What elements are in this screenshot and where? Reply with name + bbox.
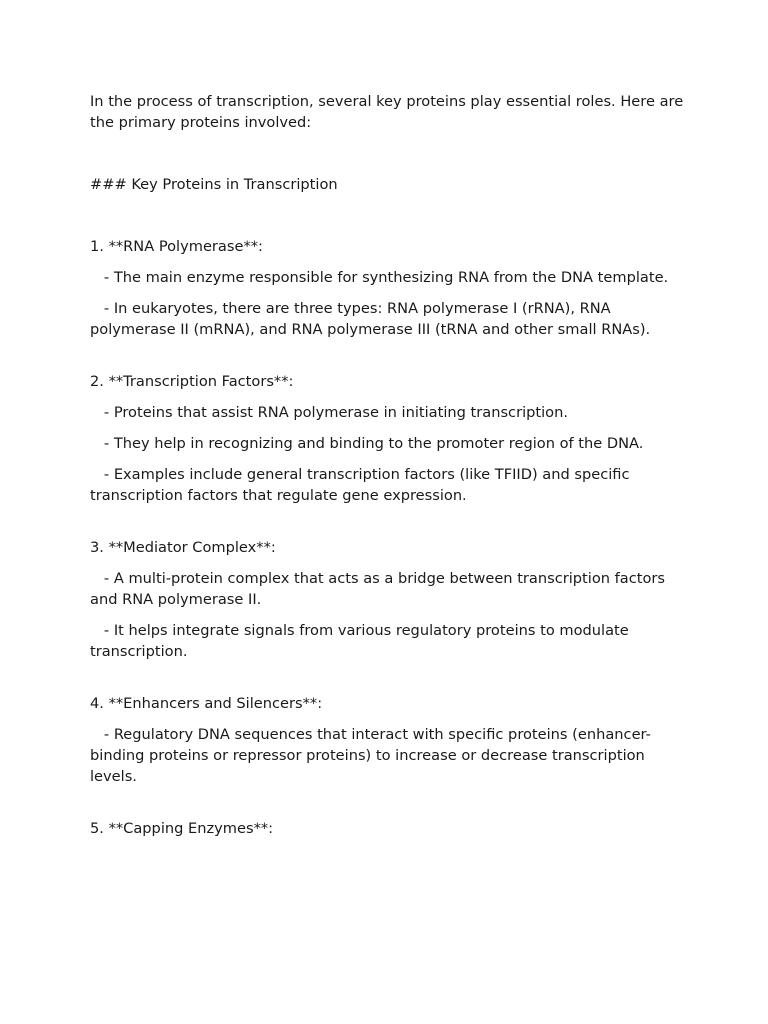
item-title: 4. **Enhancers and Silencers**: bbox=[90, 695, 323, 712]
bullet-text: - In eukaryotes, there are three types: RNA polymerase I (rRNA), RNA polymerase II (mRNA), and RNA polymerase III (tRNA and other small RNAs). bbox=[90, 300, 651, 338]
bullet-text: - Proteins that assist RNA polymerase in initiating transcription. bbox=[90, 404, 568, 421]
bullet-text: - It helps integrate signals from various regulatory proteins to modulate transcription. bbox=[90, 622, 634, 660]
list-item-transcription-factors bbox=[90, 371, 690, 506]
intro-paragraph: In the process of transcription, several key proteins play essential roles. Here are the primary proteins involved: bbox=[90, 93, 688, 131]
item-title: 2. **Transcription Factors**: bbox=[90, 373, 294, 390]
bullet-text: - Examples include general transcription factors (like TFIID) and specific transcription factors that regulate gene expression. bbox=[90, 466, 635, 504]
bullet-text: - A multi-protein complex that acts as a bridge between transcription factors and RNA polymerase II. bbox=[90, 570, 670, 608]
list-item-rna-polymerase bbox=[90, 236, 690, 340]
bullet-text: - The main enzyme responsible for synthesizing RNA from the DNA template. bbox=[90, 269, 669, 286]
bullet-text: - Regulatory DNA sequences that interact with specific proteins (enhancer-binding proteins or repressor proteins) to increase or decrease transcription levels. bbox=[90, 726, 651, 785]
list-item-enhancers-silencers bbox=[90, 693, 690, 787]
bullet-text: - They help in recognizing and binding to the promoter region of the DNA. bbox=[90, 435, 644, 452]
item-title: 3. **Mediator Complex**: bbox=[90, 539, 276, 556]
list-item-capping-enzymes bbox=[90, 818, 690, 839]
document-body bbox=[90, 91, 690, 849]
item-title: 1. **RNA Polymerase**: bbox=[90, 238, 263, 255]
section-heading: ### Key Proteins in Transcription bbox=[90, 176, 338, 193]
list-item-mediator-complex bbox=[90, 537, 690, 662]
item-title: 5. **Capping Enzymes**: bbox=[90, 820, 274, 837]
